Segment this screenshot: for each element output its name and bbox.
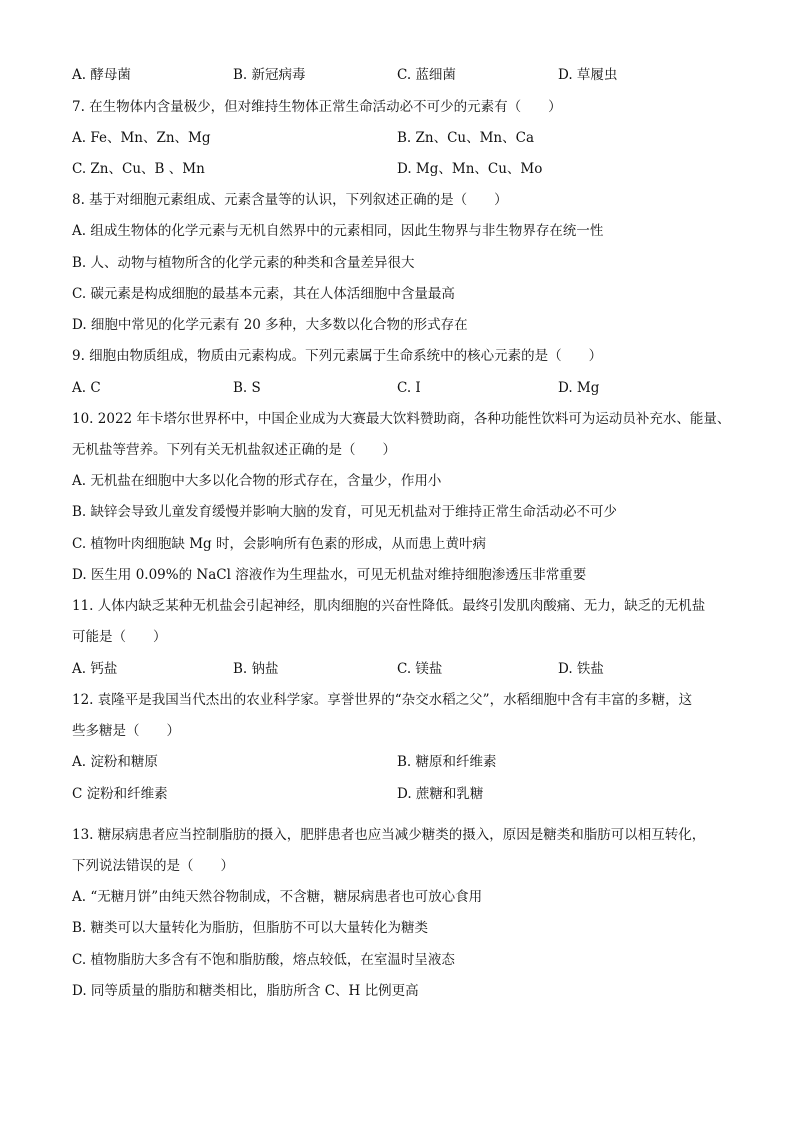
question-11-option-d: D. 铁盐 [558,661,604,677]
prev-option-a: A. 酵母菌 [72,67,131,83]
question-7-option-c: C. Zn、Cu、B 、Mn [72,161,205,177]
prev-option-b: B. 新冠病毒 [233,67,306,83]
question-11-option-a: A. 钙盐 [72,661,118,677]
prev-option-c: C. 蓝细菌 [397,67,456,83]
question-12-stem-line-1: 12. 袁隆平是我国当代杰出的农业科学家。享誉世界的“杂交水稻之父”，水稻细胞中含有丰富的多糖，这 [72,692,693,708]
question-9-option-d: D. Mg [558,380,600,396]
question-12-option-d: D. 蔗糖和乳糖 [397,786,484,802]
question-12-option-a: A. 淀粉和糖原 [72,754,158,770]
question-7-option-d: D. Mg、Mn、Cu、Mo [397,161,543,177]
question-12-option-c: C 淀粉和纤维素 [72,786,168,802]
question-10-option-b: B. 缺锌会导致儿童发育缓慢并影响大脑的发育，可见无机盐对于维持正常生命活动必不可少 [72,504,618,520]
question-9-option-a: A. C [72,380,101,396]
question-11-stem-line-2: 可能是（ ） [72,629,167,645]
question-11-option-c: C. 镁盐 [397,661,443,677]
question-13-stem-line-2: 下列说法错误的是（ ） [72,858,234,874]
question-13-option-b: B. 糖类可以大量转化为脂肪，但脂肪不可以大量转化为糖类 [72,920,429,936]
question-12-stem-line-2: 些多糖是（ ） [72,723,180,739]
question-8-option-c: C. 碳元素是构成细胞的最基本元素，其在人体活细胞中含量最高 [72,286,455,302]
question-8-option-b: B. 人、动物与植物所含的化学元素的种类和含量差异很大 [72,255,415,271]
question-8-option-a: A. 组成生物体的化学元素与无机自然界中的元素相同，因此生物界与非生物界存在统一性 [72,223,604,239]
question-13-option-a: A. “无糖月饼”由纯天然谷物制成，不含糖，糖尿病患者也可放心食用 [72,889,483,905]
question-11-stem-line-1: 11. 人体内缺乏某种无机盐会引起神经，肌肉细胞的兴奋性降低。最终引发肌肉酸痛、无力，缺乏的无机盐 [72,598,706,614]
question-7-stem: 7. 在生物体内含量极少，但对维持生物体正常生命活动必不可少的元素有（ ） [72,99,562,115]
question-7-option-a: A. Fe、Mn、Zn、Mg [72,130,211,146]
question-10-stem-line-2: 无机盐等营养。下列有关无机盐叙述正确的是（ ） [72,442,396,458]
question-9-option-b: B. S [233,380,261,396]
question-9-option-c: C. I [397,380,421,396]
prev-option-d: D. 草履虫 [558,67,618,83]
question-13-option-c: C. 植物脂肪大多含有不饱和脂肪酸，熔点较低，在室温时呈液态 [72,952,455,968]
question-10-option-c: C. 植物叶肉细胞缺 Mg 时，会影响所有色素的形成，从而患上黄叶病 [72,536,486,552]
question-10-option-a: A. 无机盐在细胞中大多以化合物的形式存在，含量少，作用小 [72,473,442,489]
question-13-stem-line-1: 13. 糖尿病患者应当控制脂肪的摄入，肥胖患者也应当减少糖类的摄入，原因是糖类和脂肪可以相互转化， [72,827,706,843]
question-10-option-d: D. 医生用 0.09%的 NaCl 溶液作为生理盐水，可见无机盐对维持细胞渗透压非常重要 [72,567,587,583]
question-8-option-d: D. 细胞中常见的化学元素有 20 多种，大多数以化合物的形式存在 [72,317,468,333]
question-7-option-b: B. Zn、Cu、Mn、Ca [397,130,534,146]
question-8-stem: 8. 基于对细胞元素组成、元素含量等的认识，下列叙述正确的是（ ） [72,192,508,208]
question-11-option-b: B. 钠盐 [233,661,279,677]
question-13-option-d: D. 同等质量的脂肪和糖类相比，脂肪所含 C、H 比例更高 [72,983,419,999]
question-12-option-b: B. 糖原和纤维素 [397,754,497,770]
question-10-stem-line-1: 10. 2022 年卡塔尔世界杯中，中国企业成为大赛最大饮料赞助商，各种功能性饮料可为运动员补充水、能量、 [72,411,731,427]
question-9-stem: 9. 细胞由物质组成，物质由元素构成。下列元素属于生命系统中的核心元素的是（ ） [72,348,603,364]
